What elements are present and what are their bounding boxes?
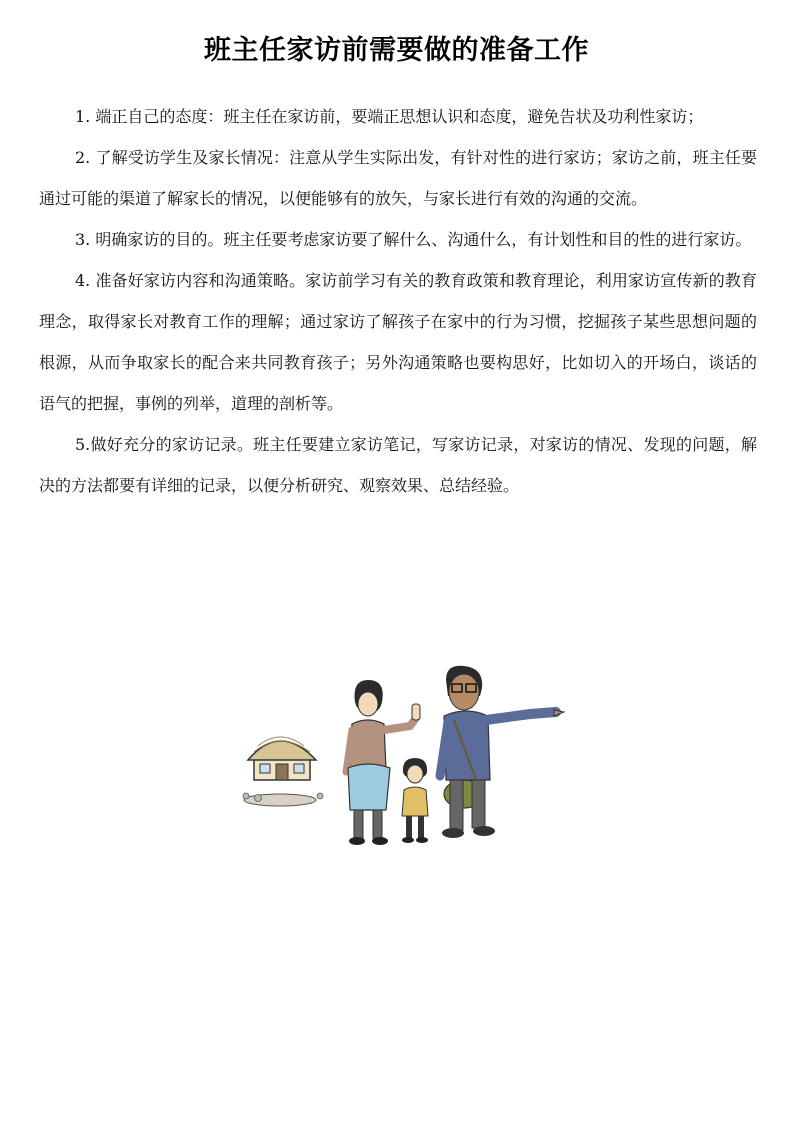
teacher-figure-icon: [440, 666, 564, 838]
cottage-icon: [243, 737, 323, 802]
paragraph-4: 4. 准备好家访内容和沟通策略。家访前学习有关的教育政策和教育理论，利用家访宣传新的教育理念，取得家长对教育工作的理解；通过家访了解孩子在家中的行为习惯，挖掘孩子某些思想问题的根源，从而争取家长的配合来共同教育孩子；另外沟通策略也要构思好，比如切入的开场白，谈话的语气的把握，事例的列举，道理的剖析等。: [39, 271, 757, 413]
paragraph-3: 3. 明确家访的目的。班主任要考虑家访要了解什么、沟通什么，有计划性和目的性的进行家访。: [75, 230, 752, 249]
paragraph-5: 5.做好充分的家访记录。班主任要建立家访笔记，写家访记录，对家访的情况、发现的问题，解决的方法都要有详细的记录，以便分析研究、观察效果、总结经验。: [39, 435, 757, 495]
page-title: 班主任家访前需要做的准备工作: [204, 35, 589, 66]
home-visit-cartoon-icon: [240, 660, 570, 855]
paragraph-2: 2. 了解受访学生及家长情况：注意从学生实际出发，有针对性的进行家访；家访之前，班主任要通过可能的渠道了解家长的情况，以便能够有的放矢，与家长进行有效的沟通的交流。: [39, 148, 757, 208]
document-body: [39, 96, 757, 506]
child-figure-icon: [402, 758, 428, 843]
paragraph-1: 1. 端正自己的态度：班主任在家访前，要端正思想认识和态度，避免告状及功利性家访；: [75, 107, 704, 126]
